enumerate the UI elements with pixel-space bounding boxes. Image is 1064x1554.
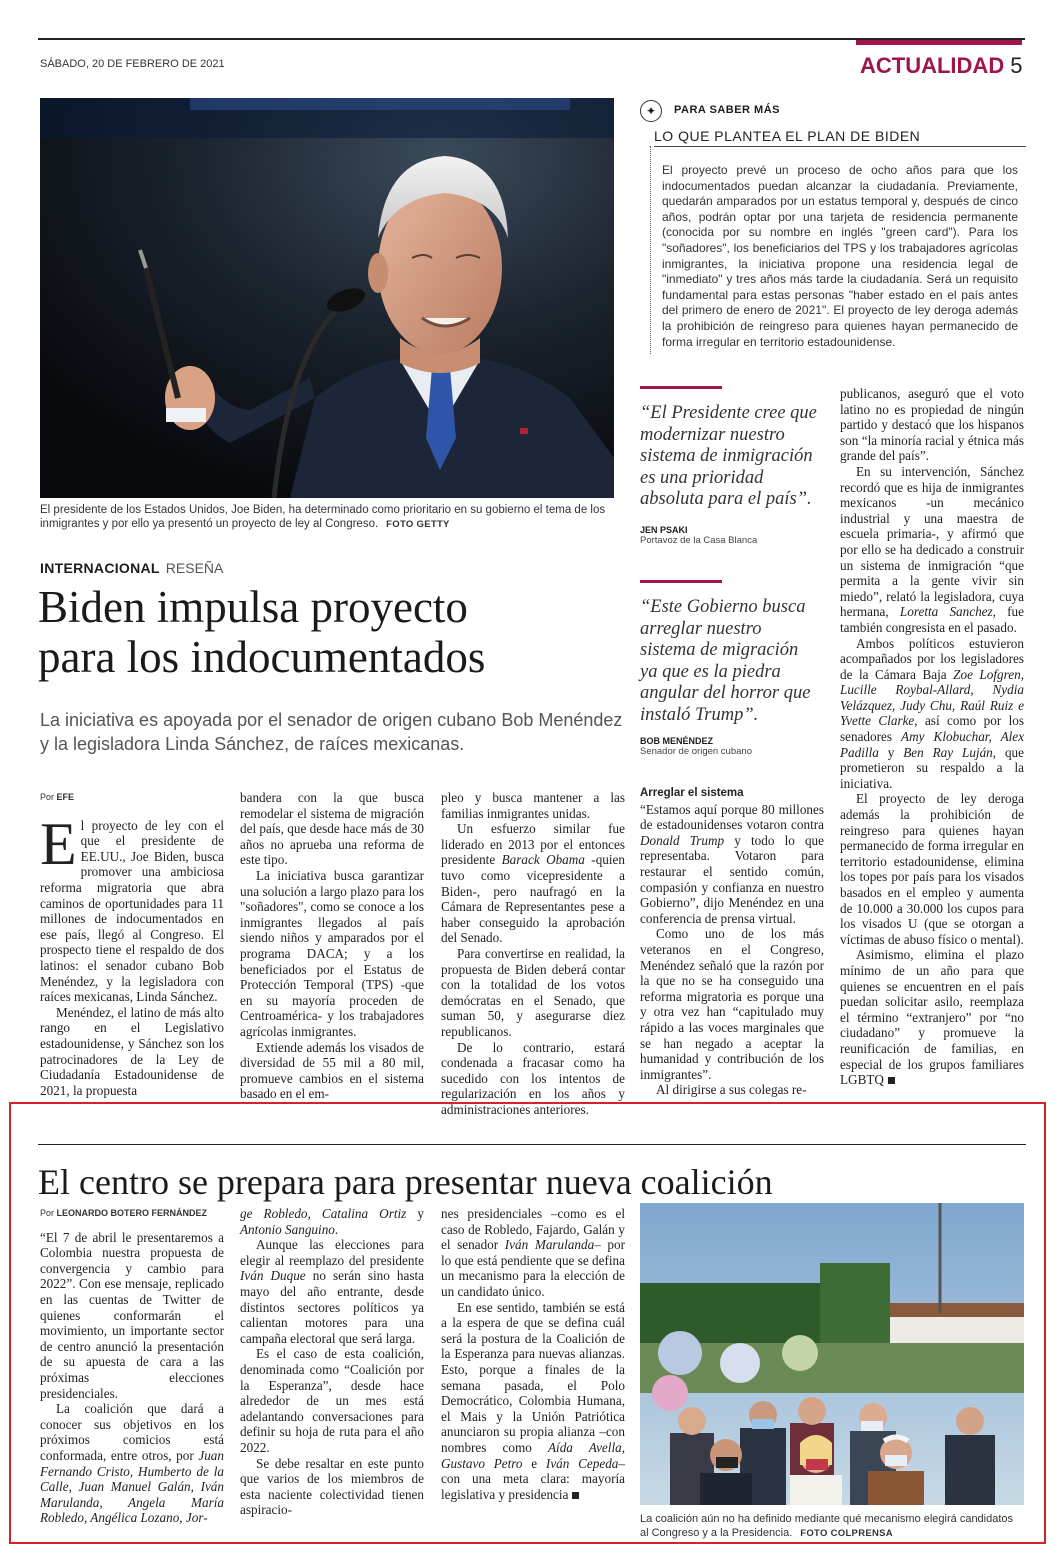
text-run: “Estamos aquí porque 80 millones de estadounidenses votaron contra <box>640 801 824 833</box>
page-number: 5 <box>1010 53 1023 78</box>
paragraph: Para convertirse en realidad, la propuesta de Biden deberá contar con la totalidad de los votos demócratas en el Senado, que suman 50, y asegurarse diez republicanos. <box>441 945 625 1039</box>
photo-credit: FOTO COLPRENSA <box>800 1528 893 1539</box>
byline-prefix: Por <box>40 1208 55 1218</box>
headline <box>38 582 618 682</box>
person-name: Antonio Sanguino <box>240 1221 335 1237</box>
byline <box>40 1206 224 1222</box>
sidebar-rule <box>654 146 1026 147</box>
article1-column-4 <box>640 786 824 1098</box>
paragraph <box>840 636 1024 792</box>
paragraph: bandera con la que busca remodelar el sistema de migración del país, que desde hace más de 30 años no aprueba una reforma de este tipo. <box>240 790 424 868</box>
info-sidebar <box>626 100 1026 360</box>
text-run: -quien tuvo como vicepresidente a Biden-, pero naufragó en la Cámara de Representantes pese a haber conseguido la aprobación del Senado. <box>441 852 625 946</box>
issue-date: SÁBADO, 20 DE FEBRERO DE 2021 <box>40 58 225 70</box>
caption-text: El presidente de los Estados Unidos, Joe Biden, ha determinado como prioritario en su gobierno el tema de los inmigrantes y por ello ya presentó un proyecto de ley al Congreso. <box>40 504 606 530</box>
paragraph <box>840 947 1024 1087</box>
person-names: Zoe Lofgren, Lucille Roybal-Allard, Nydia Velázquez, Judy Chu, Raúl Ruiz e Yvette Clarke <box>840 666 1024 729</box>
text-run: Aunque las elecciones para elegir al reemplazo del presidente <box>240 1237 424 1268</box>
person-name: Loretta Sanchez <box>899 604 993 620</box>
text-run: Un esfuerzo similar fue liderado en 2013 por el entonces presidente <box>441 821 625 868</box>
sidebar-title: LO QUE PLANTEA EL PLAN DE BIDEN <box>654 128 921 144</box>
paragraph <box>640 802 824 927</box>
person-name: Barack Obama <box>501 852 585 868</box>
person-name: Iván Cepeda <box>545 1455 619 1471</box>
text-run: e <box>522 1455 546 1471</box>
quote-author: BOB MENÉNDEZ <box>640 736 714 746</box>
group-illustration <box>640 1203 1024 1505</box>
paragraph: publicanos, aseguró que el voto latino no es propiedad de ningún partido y destacó que los hispanos son “la minoría racial y étnica más grande del país”. <box>840 386 1024 464</box>
text-run: . <box>334 1221 339 1237</box>
paragraph <box>40 810 224 1005</box>
paragraph <box>240 1237 424 1346</box>
photo-credit: FOTO GETTY <box>386 519 450 530</box>
deck: La iniciativa es apoyada por el senador de origen cubano Bob Menéndez y la legisladora Linda Sánchez, de raíces mexicanas. <box>40 710 623 754</box>
quote-text: “El Presidente cree que modernizar nuestro sistema de inmigración es una prioridad absoluta para el país”. <box>640 403 817 509</box>
paragraph-text: l proyecto de ley con el que el presidente de EE.UU., Joe Biden, busca promover una ambiciosa reforma migratoria que abra caminos de oportunidades para 11 millones de indocumentados en ese país, llegó al Congreso. El prospecto tiene el respaldo de dos latinos: el senador cubano Bob Menéndez, y la legisladora con raíces mexicanas, Linda Sánchez. <box>40 817 224 1005</box>
paragraph <box>240 1206 424 1237</box>
text-run: – por lo que está pendiente que se defina un mecanismo para la elección de un candidato único. <box>441 1237 625 1299</box>
person-name: Iván Duque <box>240 1268 306 1284</box>
byline-prefix: Por <box>40 792 55 802</box>
biden-illustration <box>40 98 614 498</box>
paragraph: Menéndez, el latino de más alto rango en el Legislativo estadounidense, y Sánchez son los patrocinadores de la Ley de Ciudadanía Estadounidense de 2021, la propuesta <box>40 1004 224 1098</box>
paragraph <box>840 464 1024 636</box>
person-names: Aída Avella, Gustavo Petro <box>441 1439 626 1471</box>
article2-column-2 <box>240 1206 424 1518</box>
quote-1 <box>640 386 820 546</box>
article2-column-3 <box>441 1206 625 1502</box>
biden-photo <box>40 98 614 498</box>
article1-column-5 <box>840 386 1024 1088</box>
person-names: ge Robledo, Catalina Ortiz <box>240 1206 407 1221</box>
quote-rule <box>640 386 722 389</box>
text-run: y todo lo que representaba. Votaron para restaurar el sentido común, compasión y confianza en nuestro Gobierno”, dijo Menéndez en una conferencia de prensa virtual. <box>640 832 824 926</box>
quote-2 <box>640 580 820 757</box>
dropcap: E <box>40 810 77 877</box>
sidebar-dotted-line <box>650 146 651 354</box>
caption-text: La coalición aún no ha definido mediante qué mecanismo elegirá candidatos al Congreso y a la Presidencia. <box>640 1513 1014 1539</box>
article2-column-1 <box>40 1206 224 1526</box>
headline-line-2: para los indocumentados <box>38 632 486 682</box>
text-run: y <box>406 1206 424 1221</box>
byline <box>40 790 224 806</box>
subhead: Arreglar el sistema <box>640 787 744 799</box>
end-mark <box>572 1492 579 1499</box>
text-run: , así como por los senadores <box>840 713 1024 745</box>
paragraph: Al dirigirse a sus colegas re- <box>656 1082 807 1098</box>
paragraph <box>441 1206 625 1300</box>
sidebar-body: El proyecto prevé un proceso de ocho años para que los indocumentados puedan alcanzar la ciudadanía. Previamente, quedarán amparados por un estatus temporal y, después de cinco años, podrán optar por una tarjeta de residencia permanente (conocida por su nombre en inglés "green card"). Para los "soñadores", los beneficiarios del TPS y los trabajadores agrícolas inmigrantes, la iniciativa propone una residencia legal de "inmediato" y tres años más tarde la ciudadanía. Será un requisito fundamental para estas personas "haber estado en el país antes del primero de enero de 2021". El proyecto de ley deroga además la prohibición de reingreso para quienes hayan permanecido de forma irregular en territorio estadounidense. <box>662 163 1018 349</box>
paragraph: “El 7 de abril le presentaremos a Colombia nuestra propuesta de convergencia y cambio para 2022”. Con ese mensaje, replicado en las cuentas de Twitter de quienes conformarán el movimiento, un importante sector de centro anunció la presentación de su apuesta de cara a las próximas elecciones presidenciales. <box>40 1229 224 1401</box>
person-name: Iván Marulanda <box>504 1237 595 1253</box>
coalition-photo <box>640 1203 1024 1505</box>
quote-author: JEN PSAKI <box>640 524 688 535</box>
byline-name: EFE <box>56 792 75 802</box>
text-run: nes presidenciales –como es el caso de Robledo, Fajardo, Galán y el senador <box>441 1206 625 1253</box>
person-name: Donald Trump <box>640 832 725 848</box>
article1-column-3 <box>441 790 625 1117</box>
paragraph: De lo contrario, estará condenada a fracasar como ha sucedido con los intentos de regularización en los años y administraciones anteriores. <box>441 1039 625 1117</box>
quote-role: Portavoz de la Casa Blanca <box>640 534 758 546</box>
end-mark <box>888 1077 895 1084</box>
paragraph: Extiende además los visados de diversidad de 55 mil a 80 mil, promueve cambios en el sistema basado en el em- <box>240 1039 424 1102</box>
section-name: ACTUALIDAD <box>860 53 1005 78</box>
story-rule <box>38 1144 1026 1145</box>
headline: El centro se prepara para presentar nueva coalición <box>38 1162 773 1202</box>
paragraph: Se debe resaltar en este punto que varios de los miembros de esta naciente colectividad tienen aspiracio- <box>240 1455 424 1518</box>
pin-icon: ✦ <box>640 100 662 122</box>
text-run: y <box>878 744 904 760</box>
byline-name: LEONARDO BOTERO FERNÁNDEZ <box>56 1208 208 1218</box>
paragraph <box>40 1401 224 1526</box>
headline-line-1: Biden impulsa proyecto <box>38 582 468 632</box>
text-run: , fue también congresista en el pasado. <box>840 604 1025 635</box>
person-names: Amy Klobuchar, Alex Padilla <box>840 729 1024 760</box>
person-names: Juan Fernando Cristo, Humberto de la Calle, Juan Manuel Galán, Iván Marulanda, Angela María Robledo, Angélica Lozano, Jor- <box>40 1447 224 1526</box>
sidebar-label: PARA SABER MÁS <box>674 104 781 116</box>
text-run: , que prometieron su respaldo a la iniciativa. <box>840 744 1025 791</box>
text-run: En su intervención, Sánchez recordó que es hija de inmigrantes mexicanos -un mecánico industrial y una maestra de escuela primaria-, y afirmó que por ello se ha dedicado a construir un sistema de inmigración “que permita a la gente vivir sin miedo”, relató la legisladora, cuya hermana, <box>840 463 1024 620</box>
paragraph <box>441 821 625 946</box>
kicker <box>40 560 223 576</box>
text-run: En ese sentido, también se está a la espera de que se defina cuál será la postura de la Coalición de la Esperanza para nuevas alianzas. Esto, porque a finales de la semana pasada, el Polo Democrático, Colombia Humana, el Mais y la Unión Patriótica anunciaron su propia alianza –con nombres como <box>441 1299 625 1455</box>
text-run: no serán sino hasta mayo del año entrante, desde distintos sectores políticos ya calientan motores para una campaña electoral que será larga. <box>240 1268 424 1346</box>
photo-caption <box>40 503 614 532</box>
paragraph <box>441 1300 625 1503</box>
paragraph: pleo y busca mantener a las familias inmigrantes unidas. <box>441 790 625 821</box>
paragraph: Es el caso de esta coalición, denominada como “Coalición por la Esperanza”, desde hace alrededor de un mes está adelantando conversaciones para definir su hoja de ruta para el año 2022. <box>240 1346 424 1455</box>
article1-column-2 <box>240 790 424 1102</box>
paragraph: El proyecto de ley deroga además la prohibición de reingreso para quienes hayan permanecido de forma irregular en territorio estadounidense, elimina los topes por país para los visados basados en el empleo y aumenta de 10.000 a 30.000 los cupos para los visados U (que se otorgan a víctimas de abuso físico o mental). <box>840 791 1024 947</box>
paragraph: La iniciativa busca garantizar una solución a largo plazo para los "soñadores", como se conoce a los inmigrantes llegados al país siendo niños y amparados por el programa DACA; y a los beneficiados por el Estatus de Protección Temporal (TPS) -que en su mayoría proceden de Centroamérica- y los trabajadores agrícolas inmigrantes. <box>240 867 424 1039</box>
person-name: Ben Ray Luján <box>903 744 993 760</box>
quote-text: “Este Gobierno busca arreglar nuestro sistema de migración ya que es la piedra angular del horror que instaló Trump”. <box>640 597 811 725</box>
section-header <box>856 40 1023 78</box>
quote-rule <box>640 580 722 583</box>
text-run: Asimismo, elimina el plazo mínimo de un año para que quienes se encuentren en el país puedan solicitar asilo, reemplaza el término “extranjero” por “no ciudadano” y promueve la reunificación de familias, en especial de los grupos familiares LGBTQ <box>840 947 1024 1088</box>
paragraph: Como uno de los más veteranos en el Congreso, Menéndez señaló que la razón por la que no se ha conseguido una reforma migratoria es porque una y otra vez han “capitulado muy rápido a las voces marginales que se han negado a aceptar la humanidad y contribución de los inmigrantes”. <box>640 926 824 1082</box>
photo-caption <box>640 1512 1024 1541</box>
article1-column-1 <box>40 790 224 1098</box>
text-run: Ambos políticos estuvieron acompañados por los legisladores de la Cámara Baja <box>840 635 1024 682</box>
kicker-sub: RESEÑA <box>165 560 224 576</box>
quote-role: Senador de origen cubano <box>640 746 752 757</box>
kicker-section: INTERNACIONAL <box>40 560 160 576</box>
text-run: – con una meta clara: mayoría legislativa y presidencia <box>441 1455 625 1502</box>
text-run: La coalición que dará a conocer sus objetivos en los próximos comicios está conformada, entre otros, por <box>40 1401 224 1463</box>
